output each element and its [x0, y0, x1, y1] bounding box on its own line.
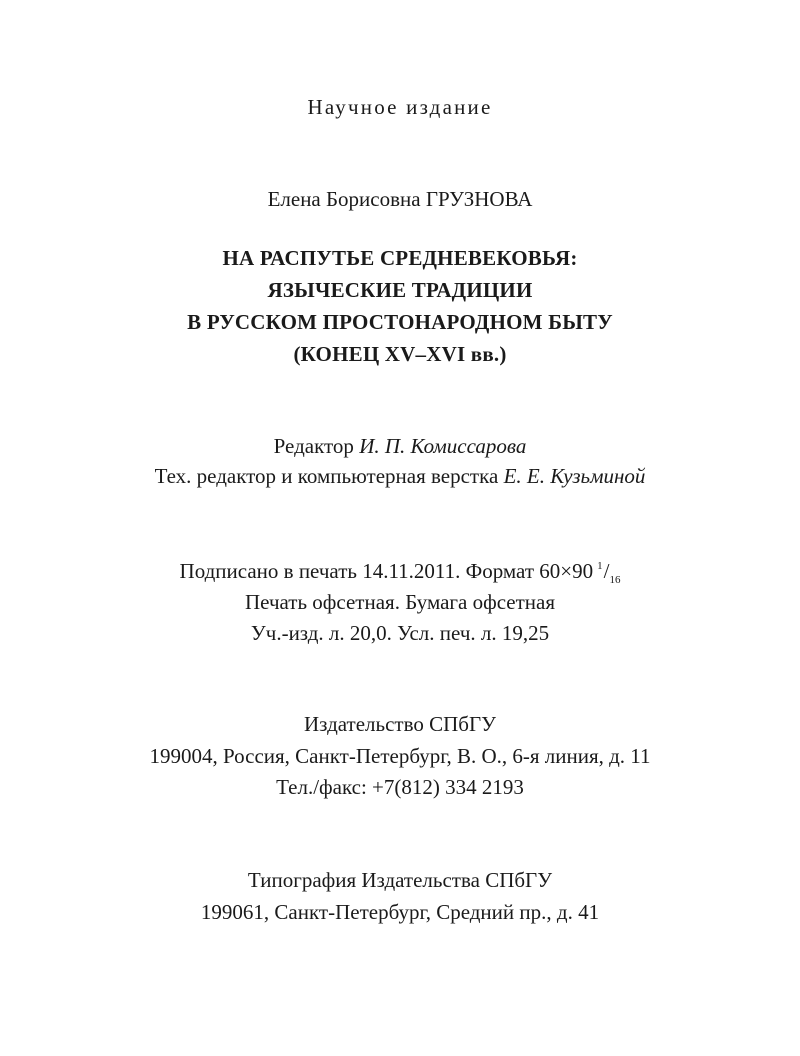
title-line-2: ЯЗЫЧЕСКИЕ ТРАДИЦИИ [267, 278, 533, 302]
editor-name: И. П. Комиссарова [359, 434, 527, 458]
tech-editor-role: Тех. редактор и компьютерная верстка [154, 464, 499, 488]
author-name: Елена Борисовна ГРУЗНОВА [267, 187, 533, 211]
title-line-4: (КОНЕЦ XV–XVI вв.) [293, 342, 507, 366]
format-slash: / [603, 559, 610, 583]
print-signed-line [0, 557, 800, 585]
publisher-address: 199004, Россия, Санкт-Петербург, В. О., 6-я линия, д. 11 [149, 744, 651, 768]
print-signed-text: Подписано в печать 14.11.2011. Формат 60×90 [179, 559, 594, 583]
series-label: Научное издание [307, 95, 493, 119]
print-paper-line: Печать офсетная. Бумага офсетная [244, 590, 556, 614]
format-numerator: 1 [597, 560, 603, 572]
editor-credit [0, 432, 800, 460]
publisher-name: Издательство СПбГУ [304, 712, 496, 736]
title-line-3: В РУССКОМ ПРОСТОНАРОДНОМ БЫТУ [187, 310, 613, 334]
format-denominator: 16 [609, 574, 621, 586]
tech-editor-name: Е. Е. Кузьминой [503, 464, 646, 488]
publisher-phone: Тел./факс: +7(812) 334 2193 [276, 775, 524, 799]
title-line-1: НА РАСПУТЬЕ СРЕДНЕВЕКОВЬЯ: [222, 246, 578, 270]
print-sheets-line: Уч.-изд. л. 20,0. Усл. печ. л. 19,25 [250, 621, 550, 645]
printing-house-address: 199061, Санкт-Петербург, Средний пр., д. 41 [200, 900, 600, 924]
tech-editor-credit [0, 462, 800, 490]
printing-house-name: Типография Издательства СПбГУ [247, 868, 553, 892]
editor-role: Редактор [273, 434, 354, 458]
